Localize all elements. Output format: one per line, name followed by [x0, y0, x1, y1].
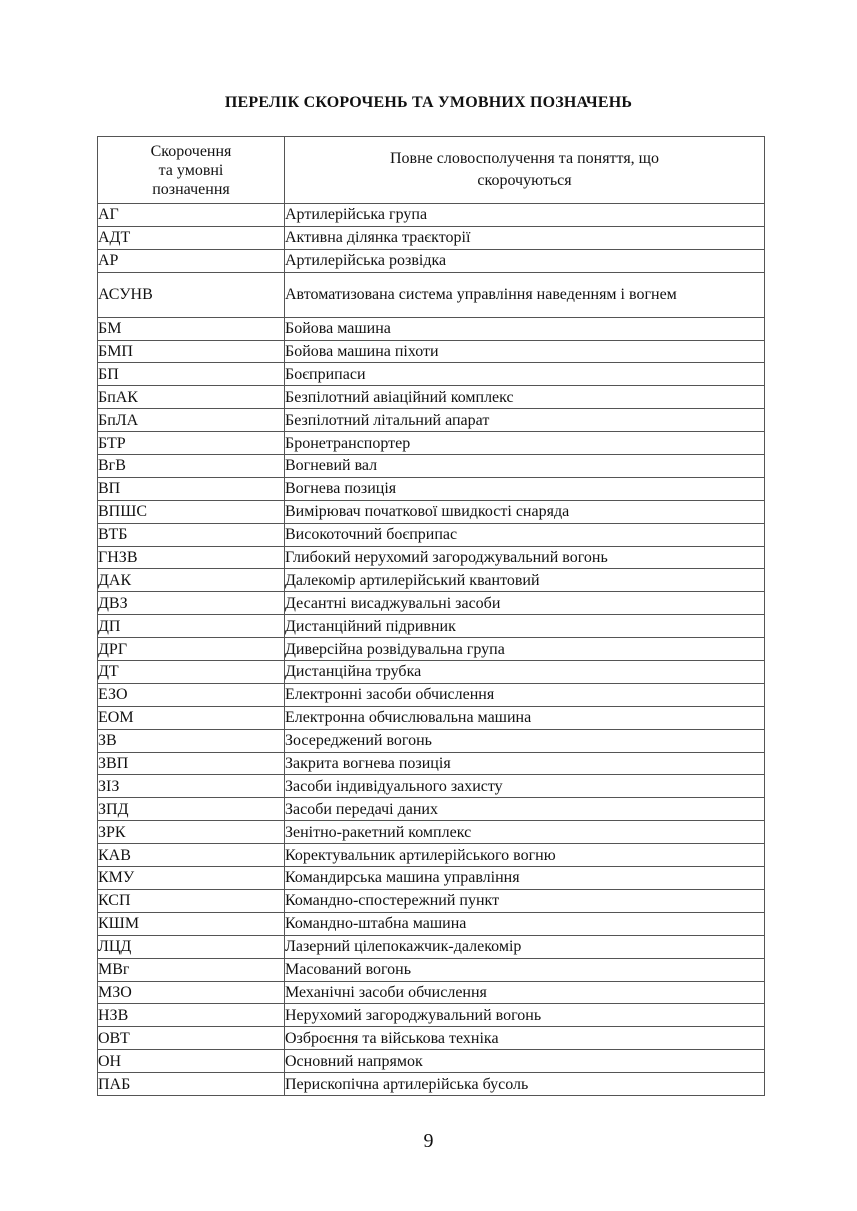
full-phrase-cell: Безпілотний авіаційний комплекс — [285, 386, 765, 409]
table-row — [98, 798, 765, 821]
table-row — [98, 523, 765, 546]
abbreviation-cell: ВПШС — [98, 500, 285, 523]
full-phrase-cell: Боєприпаси — [285, 363, 765, 386]
table-row — [98, 592, 765, 615]
table-row — [98, 1027, 765, 1050]
abbreviation-cell: ЛЦД — [98, 935, 285, 958]
abbreviation-cell: ВП — [98, 477, 285, 500]
full-phrase-cell: Бойова машина піхоти — [285, 340, 765, 363]
table-row — [98, 615, 765, 638]
abbreviation-cell: ДАК — [98, 569, 285, 592]
abbreviation-cell: АР — [98, 249, 285, 272]
full-phrase-cell: Нерухомий загороджувальний вогонь — [285, 1004, 765, 1027]
full-phrase-cell: Вогневий вал — [285, 455, 765, 478]
full-phrase-cell: Автоматизована система управління наведенням і вогнем — [285, 272, 765, 317]
full-phrase-cell: Засоби передачі даних — [285, 798, 765, 821]
abbreviation-cell: ЗВ — [98, 729, 285, 752]
abbreviation-cell: КАВ — [98, 844, 285, 867]
abbreviations-table — [97, 136, 765, 1096]
full-phrase-cell: Десантні висаджувальні засоби — [285, 592, 765, 615]
table-header-row — [98, 137, 765, 204]
full-phrase-cell: Вогнева позиція — [285, 477, 765, 500]
table-row — [98, 226, 765, 249]
table-row — [98, 1073, 765, 1096]
full-phrase-cell: Артилерійська розвідка — [285, 249, 765, 272]
abbreviation-cell: БпАК — [98, 386, 285, 409]
abbreviation-cell: ЗРК — [98, 821, 285, 844]
full-phrase-cell: Диверсійна розвідувальна група — [285, 638, 765, 661]
abbreviation-cell: МЗО — [98, 981, 285, 1004]
full-phrase-cell: Основний напрямок — [285, 1050, 765, 1073]
header-abbreviation — [98, 137, 285, 204]
abbreviation-cell: БТР — [98, 432, 285, 455]
table-row — [98, 935, 765, 958]
abbreviation-cell: ДРГ — [98, 638, 285, 661]
full-phrase-cell: Бойова машина — [285, 317, 765, 340]
table-row — [98, 1004, 765, 1027]
full-phrase-cell: Командирська машина управління — [285, 867, 765, 890]
table-row — [98, 729, 765, 752]
header-full-phrase — [285, 137, 765, 204]
abbreviation-cell: МВг — [98, 958, 285, 981]
table-row — [98, 455, 765, 478]
full-phrase-cell: Артилерійська група — [285, 204, 765, 227]
abbreviation-cell: ГНЗВ — [98, 546, 285, 569]
table-row — [98, 340, 765, 363]
full-phrase-cell: Перископічна артилерійська бусоль — [285, 1073, 765, 1096]
abbreviation-cell: КШМ — [98, 912, 285, 935]
table-row — [98, 844, 765, 867]
table-row — [98, 363, 765, 386]
abbreviation-cell: ОН — [98, 1050, 285, 1073]
abbreviation-cell: ЗІЗ — [98, 775, 285, 798]
abbreviation-cell: ЗВП — [98, 752, 285, 775]
abbreviation-cell: БМ — [98, 317, 285, 340]
abbreviation-cell: АДТ — [98, 226, 285, 249]
table-row — [98, 752, 765, 775]
full-phrase-cell: Далекомір артилерійський квантовий — [285, 569, 765, 592]
full-phrase-cell: Механічні засоби обчислення — [285, 981, 765, 1004]
full-phrase-cell: Активна ділянка траєкторії — [285, 226, 765, 249]
abbreviation-cell: ЕОМ — [98, 706, 285, 729]
abbreviation-cell: АГ — [98, 204, 285, 227]
table-body — [98, 204, 765, 1096]
table-row — [98, 272, 765, 317]
full-phrase-cell: Зосереджений вогонь — [285, 729, 765, 752]
full-phrase-cell: Високоточний боєприпас — [285, 523, 765, 546]
abbreviation-cell: ВгВ — [98, 455, 285, 478]
table-row — [98, 683, 765, 706]
table-row — [98, 889, 765, 912]
table-row — [98, 546, 765, 569]
table-row — [98, 432, 765, 455]
table-row — [98, 409, 765, 432]
abbreviation-cell: БпЛА — [98, 409, 285, 432]
page-number: 9 — [423, 1130, 434, 1152]
abbreviation-cell: ДП — [98, 615, 285, 638]
table-row — [98, 981, 765, 1004]
header-full-phrase-text: Повне словосполучення та поняття, що скорочуються — [390, 150, 659, 189]
table-row — [98, 386, 765, 409]
full-phrase-cell: Коректувальник артилерійського вогню — [285, 844, 765, 867]
full-phrase-cell: Дистанційна трубка — [285, 661, 765, 684]
abbreviation-cell: БМП — [98, 340, 285, 363]
table-row — [98, 500, 765, 523]
table-row — [98, 821, 765, 844]
full-phrase-cell: Озброєння та військова техніка — [285, 1027, 765, 1050]
full-phrase-cell: Зенітно-ракетний комплекс — [285, 821, 765, 844]
table-row — [98, 958, 765, 981]
full-phrase-cell: Закрита вогнева позиція — [285, 752, 765, 775]
full-phrase-cell: Глибокий нерухомий загороджувальний вогонь — [285, 546, 765, 569]
table-row — [98, 706, 765, 729]
table-row — [98, 775, 765, 798]
table-row — [98, 1050, 765, 1073]
table-row — [98, 317, 765, 340]
header-abbreviation-text: Скорочення та умовні позначення — [150, 142, 232, 198]
abbreviation-cell: БП — [98, 363, 285, 386]
abbreviation-cell: КМУ — [98, 867, 285, 890]
page-title: ПЕРЕЛІК СКОРОЧЕНЬ ТА УМОВНИХ ПОЗНАЧЕНЬ — [224, 94, 633, 111]
abbreviation-cell: ОВТ — [98, 1027, 285, 1050]
abbreviation-cell: ЗПД — [98, 798, 285, 821]
abbreviation-cell: АСУНВ — [98, 272, 285, 317]
abbreviation-cell: ВТБ — [98, 523, 285, 546]
table-row — [98, 912, 765, 935]
full-phrase-cell: Масований вогонь — [285, 958, 765, 981]
table-row — [98, 204, 765, 227]
table-row — [98, 249, 765, 272]
abbreviation-cell: ДВЗ — [98, 592, 285, 615]
full-phrase-cell: Електронні засоби обчислення — [285, 683, 765, 706]
full-phrase-cell: Вимірювач початкової швидкості снаряда — [285, 500, 765, 523]
abbreviation-cell: НЗВ — [98, 1004, 285, 1027]
full-phrase-cell: Командно-штабна машина — [285, 912, 765, 935]
full-phrase-cell: Засоби індивідуального захисту — [285, 775, 765, 798]
table-row — [98, 661, 765, 684]
full-phrase-cell: Електронна обчислювальна машина — [285, 706, 765, 729]
full-phrase-cell: Бронетранспортер — [285, 432, 765, 455]
table-row — [98, 638, 765, 661]
full-phrase-cell: Безпілотний літальний апарат — [285, 409, 765, 432]
table-row — [98, 867, 765, 890]
table-row — [98, 477, 765, 500]
abbreviation-cell: КСП — [98, 889, 285, 912]
abbreviation-cell: ЕЗО — [98, 683, 285, 706]
abbreviation-cell: ПАБ — [98, 1073, 285, 1096]
abbreviation-cell: ДТ — [98, 661, 285, 684]
table-row — [98, 569, 765, 592]
full-phrase-cell: Дистанційний підривник — [285, 615, 765, 638]
full-phrase-cell: Лазерний цілепокажчик-далекомір — [285, 935, 765, 958]
full-phrase-cell: Командно-спостережний пункт — [285, 889, 765, 912]
